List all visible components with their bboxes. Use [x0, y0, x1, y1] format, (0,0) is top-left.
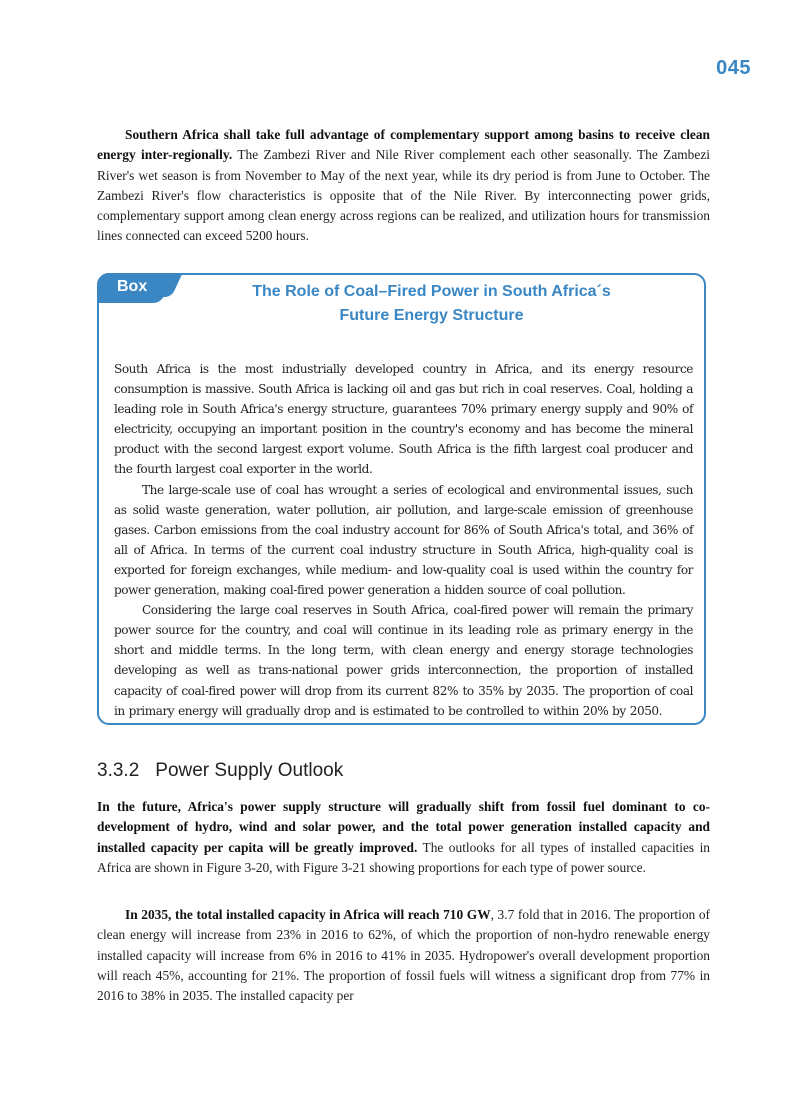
- paragraph-text: , 3.7 fold that in 2016. The proportion of clean energy will increase from 23% in 2016 to 62%, of which the proportion of non-hydro renewable energy installed capacity will increase from 6% in 2016 to 41% in 2035. Hydropower's overall development proportion will reach 45%, accounting for 21%. The proportion of fossil fuels will witness a significant drop from 77% in 2016 to 38% in 2035. The installed capacity per: [97, 907, 710, 1004]
- intro-text: The Zambezi River and Nile River complement each other seasonally. The Zambezi River's wet season is from November to May of the next year, while its dry period is from June to October. The Zambezi River's flow characteristics is opposite that of the Nile River. By interconnecting power grids, complementary support among clean energy across regions can be realized, and utilization hours for transmission lines connected can exceed 5200 hours.: [97, 147, 710, 244]
- intro-paragraph: [97, 125, 710, 247]
- box-title-line1: The Role of Coal–Fired Power in South Africa´s: [252, 283, 611, 300]
- box-body: [114, 359, 693, 721]
- box-paragraph-text: Considering the large coal reserves in South Africa, coal-fired power will remain the primary power source for the country, and coal will continue in its leading role as primary energy in the short and middle terms. In the long term, with clean energy and energy storage technologies developing as well as trans-national power grids interconnection, the proportion of installed capacity of coal-fired power will drop from its current 82% to 35% by 2035. The proportion of coal in primary energy will gradually drop and is estimated to be controlled to within 20% by 2050.: [114, 603, 693, 718]
- section-title: Power Supply Outlook: [155, 760, 344, 781]
- box-title-line2: Future Energy Structure: [339, 307, 524, 324]
- box-tab-label: Box: [117, 278, 148, 295]
- paragraph-text: The outlooks for all types of installed capacities in Africa are shown in Figure 3-20, with Figure 3-21 showing proportions for each type of power source.: [97, 839, 710, 875]
- section-heading: [97, 760, 343, 782]
- body-paragraph: [97, 797, 710, 878]
- body-paragraph: [97, 905, 710, 1006]
- section-number: 3.3.2: [97, 760, 140, 781]
- info-box: [97, 273, 706, 725]
- page-number: 045: [716, 57, 751, 79]
- paragraph-bold-lead: In 2035, the total installed capacity in Africa will reach 710 GW: [125, 907, 491, 922]
- box-paragraph: South Africa is the most industrially developed country in Africa, and its energy resource consumption is massive. South Africa is lacking oil and gas but rich in coal reserves. Coal, holding a leading role in South Africa's energy structure, guarantees 70% primary energy supply and 90% of electricity, occupying an important position in the country's economy and has become the mineral product with the second largest export volume. South Africa is the fifth largest coal producer and the fourth largest coal exporter in the world.: [114, 362, 693, 477]
- paragraph-bold-lead: In the future, Africa's power supply structure will gradually shift from fossil fuel dominant to co-development of hydro, wind and solar power, and the total power generation installed capacity and installed capacity per capita will be greatly improved.: [97, 799, 710, 855]
- box-title: [169, 280, 694, 328]
- box-paragraph: [114, 480, 693, 601]
- intro-bold-lead: Southern Africa shall take full advantage of complementary support among basins to receive clean energy inter-regionally.: [97, 127, 710, 163]
- box-paragraph-text: The large-scale use of coal has wrought a series of ecological and environmental issues, such as solid waste generation, water pollution, air pollution, and large-scale emission of greenhouse gases. Carbon emissions from the coal industry account for 86% of South Africa's total, and 36% of all of Africa. In terms of the current coal industry structure in South Africa, high-quality coal is exported for foreign exchanges, while medium- and low-quality coal is used within the country for power generation, making coal-fired power generation a hidden source of coal pollution.: [114, 482, 693, 598]
- box-paragraph: [114, 600, 693, 721]
